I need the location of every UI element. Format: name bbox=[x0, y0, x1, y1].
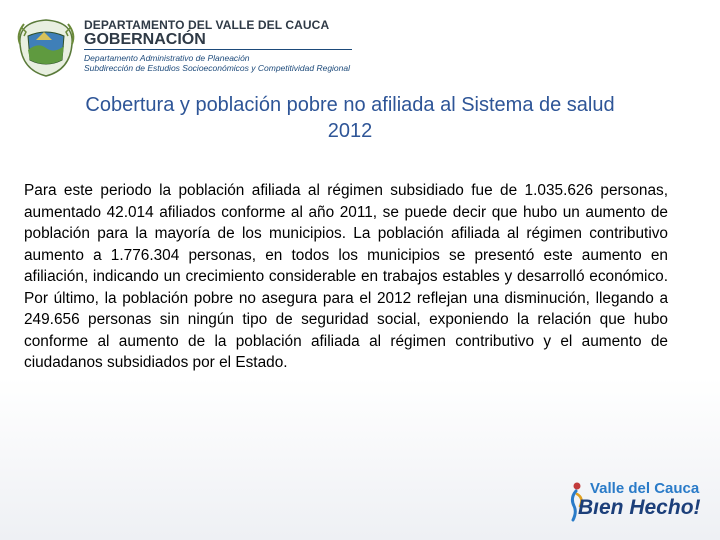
logo-region-text: Valle del Cauca bbox=[590, 480, 700, 497]
slide-body-paragraph: Para este periodo la población afiliada al régimen subsidiado fue de 1.035.626 personas, aumentado 42.014 afiliados conforme al año 2011, se puede decir que hubo un aumento de población para la mayoría de los municipios. La población afiliada al régimen contributivo aumento a 1.776.304 personas, en todos los municipios se presentó este aumento en afiliación, indicando un crecimiento considerable en trabajos estables y desarrolló económico. Por último, la población pobre no asegura para el 2012 reflejan una disminución, llegando a 249.656 personas sin ningún tipo de seguridad social, exponiendo la relación que hubo conforme al aumento de la población afiliada al régimen contributivo y el aumento de ciudadanos subsidiados por el Estado. bbox=[24, 182, 668, 371]
government-name: GOBERNACIÓN bbox=[84, 31, 206, 48]
slide-title-line2: 2012 bbox=[327, 120, 373, 142]
government-header bbox=[14, 12, 354, 80]
suboffice-name: Subdirección de Estudios Socioeconómicos y Competitividad Regional bbox=[84, 63, 351, 73]
slide-title bbox=[20, 92, 680, 144]
logo-slogan-text: Bıen Hecho! bbox=[578, 496, 701, 519]
header-divider bbox=[84, 49, 352, 50]
office-name: Departamento Administrativo de Planeación bbox=[84, 53, 250, 63]
slide-title-line1: Cobertura y población pobre no afiliada al Sistema de salud bbox=[85, 94, 615, 116]
coat-of-arms-icon bbox=[14, 14, 78, 78]
department-name: DEPARTAMENTO DEL VALLE DEL CAUCA bbox=[84, 18, 330, 32]
valle-del-cauca-logo bbox=[568, 476, 714, 538]
